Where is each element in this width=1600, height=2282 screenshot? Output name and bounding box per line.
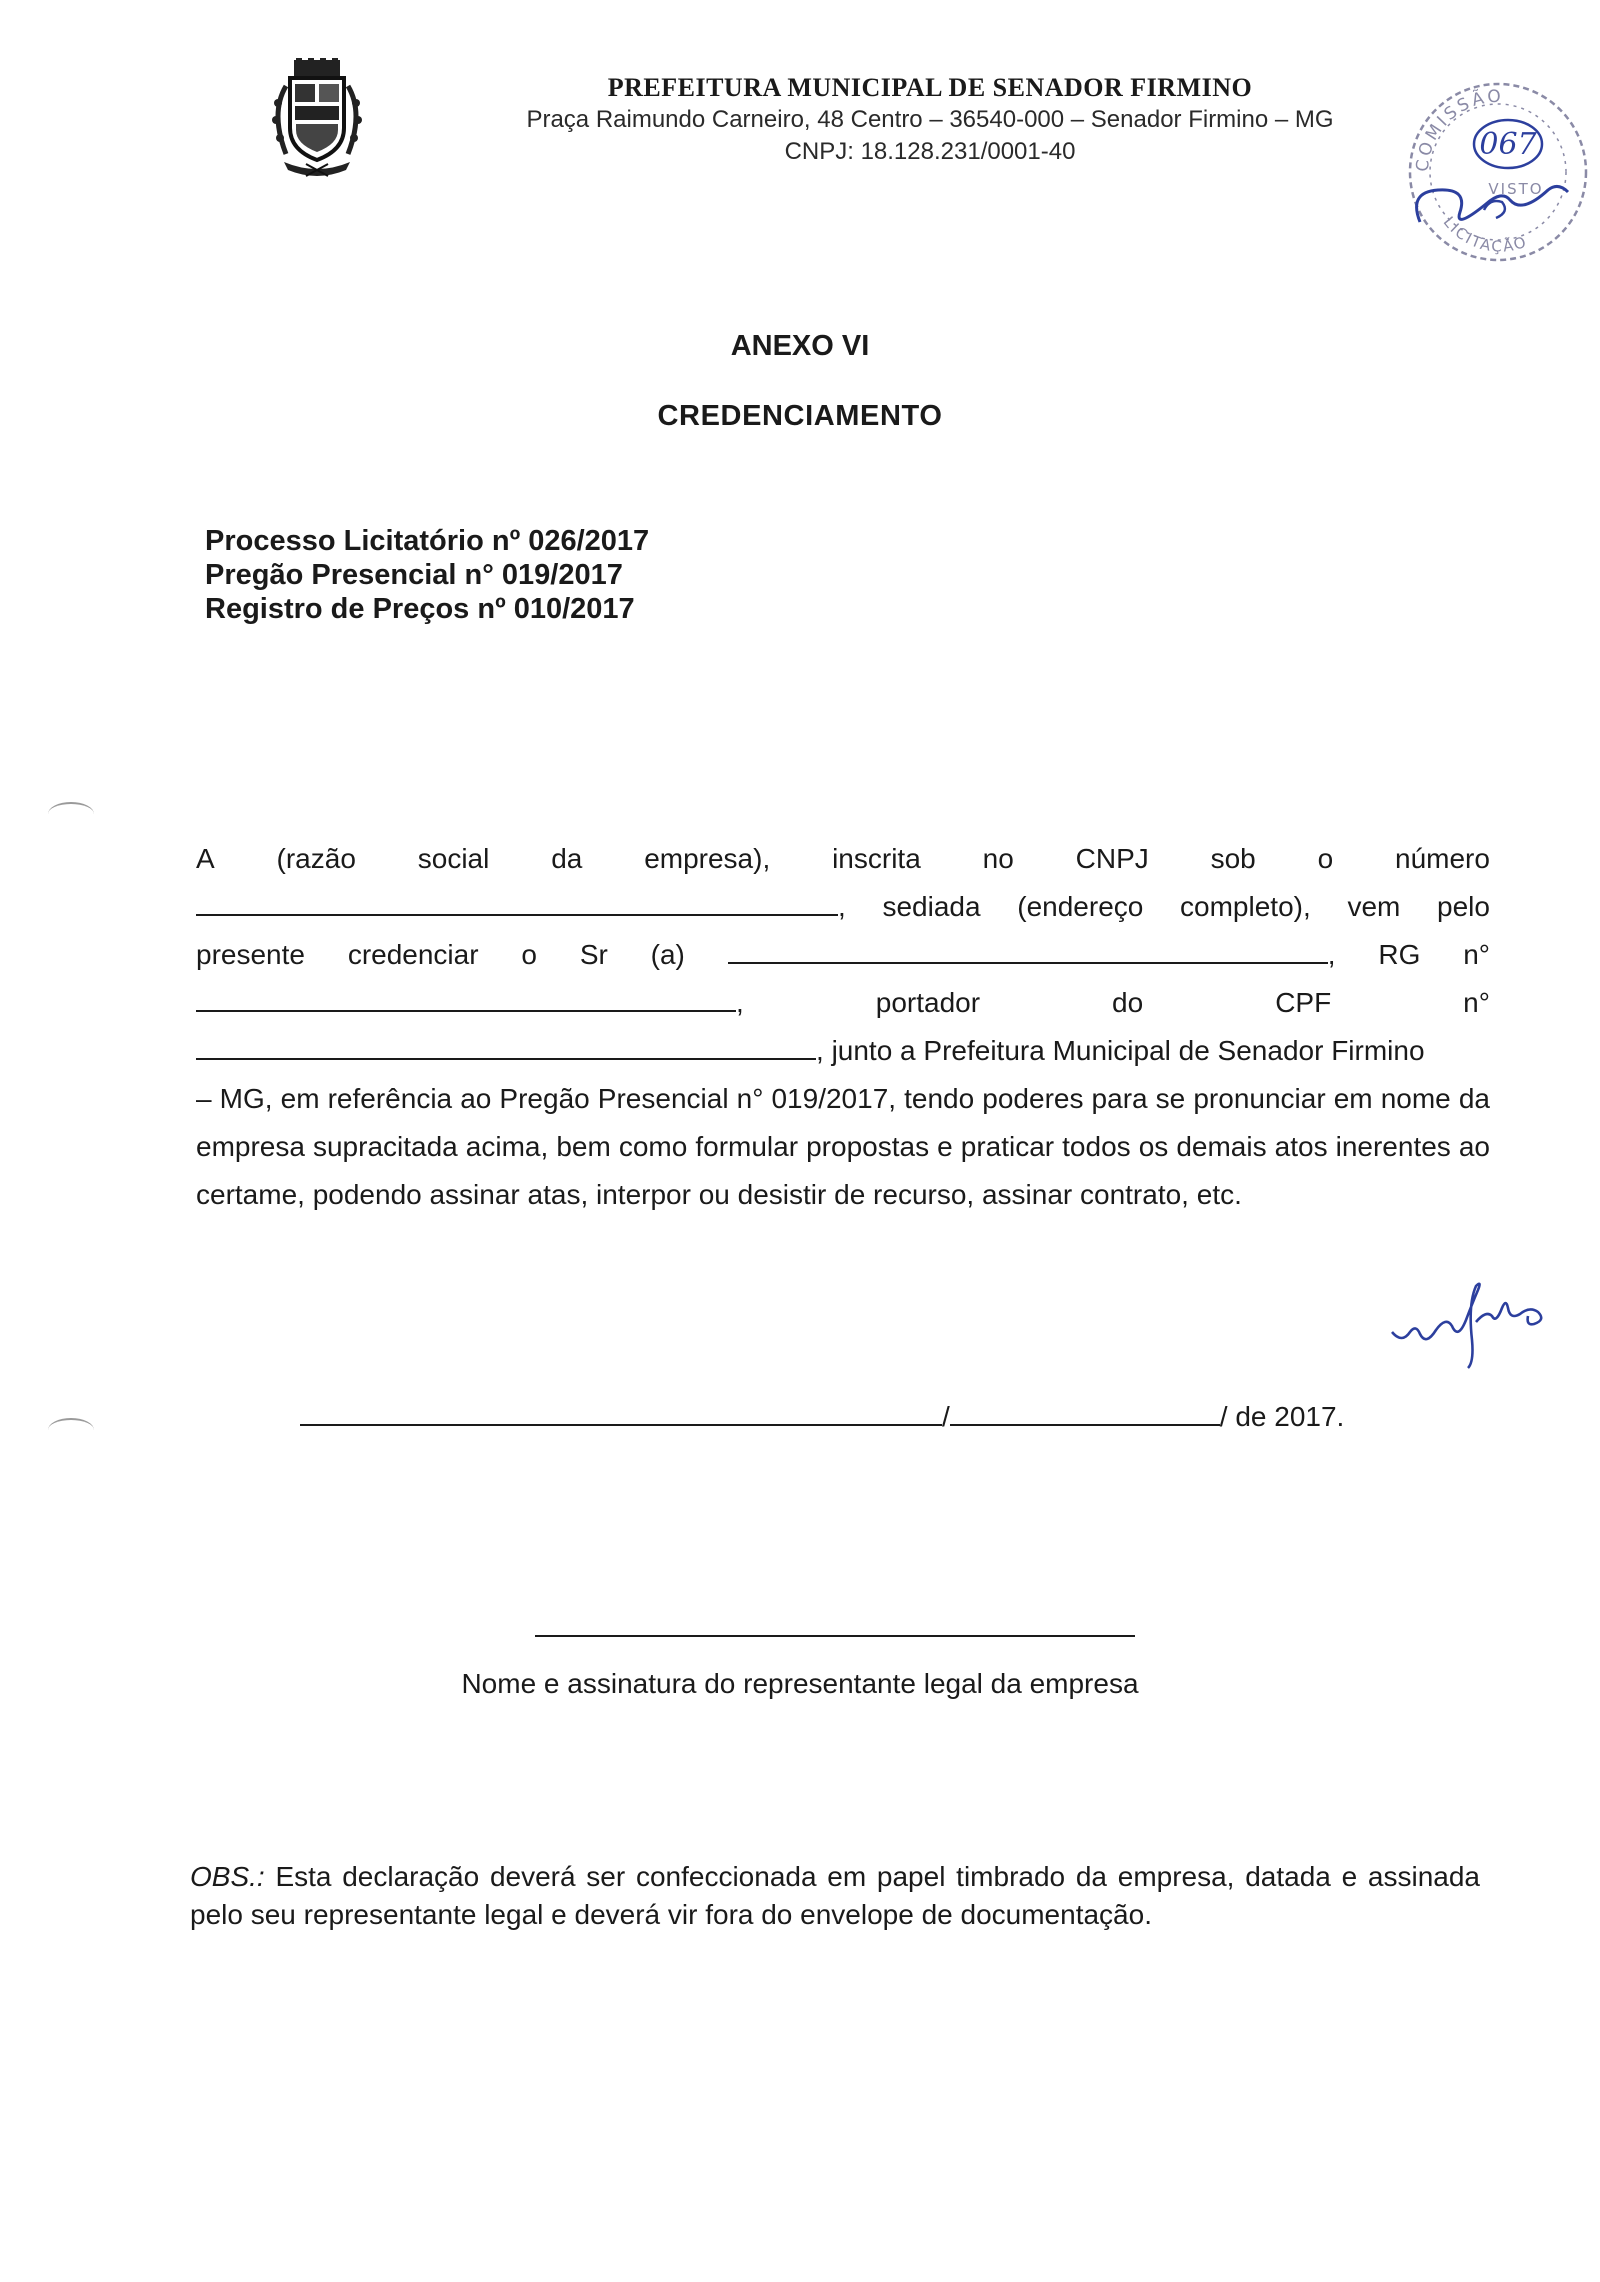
- municipal-coat-of-arms-icon: [262, 58, 372, 178]
- letterhead: [450, 72, 1410, 168]
- reference-process: Processo Licitatório nº 026/2017: [205, 525, 650, 557]
- stamp-mark: VISTO: [1488, 180, 1544, 198]
- obs-text: Esta declaração deverá ser confeccionada em papel timbrado da empresa, datada e assinada pelo seu representante legal e deverá vir fora do envelope de documentação.: [190, 1861, 1480, 1930]
- stamp-bottom-text: LICITAÇÃO: [1439, 213, 1531, 256]
- commission-stamp: [1398, 72, 1598, 272]
- municipality-cnpj: CNPJ: 18.128.231/0001-40: [784, 138, 1076, 165]
- cnpj-blank: [196, 886, 838, 916]
- handwritten-initials: [1388, 1270, 1558, 1370]
- annex-title: ANEXO VI: [730, 330, 870, 362]
- month-blank: [950, 1398, 1220, 1426]
- paragraph-line: , junto a Prefeitura Municipal de Senador Firmino: [196, 1027, 1490, 1075]
- date-line: / / de 2017.: [300, 1398, 1344, 1433]
- paragraph-line: A (razão social da empresa), inscrita no CNPJ sob o número: [196, 843, 1490, 874]
- city-day-blank: [300, 1398, 942, 1426]
- references-block: [205, 524, 649, 626]
- document-heading: CREDENCIAMENTO: [657, 400, 943, 432]
- cpf-blank: [196, 1030, 816, 1060]
- municipality-name: PREFEITURA MUNICIPAL DE SENADOR FIRMINO: [607, 73, 1253, 102]
- credential-paragraph: [196, 835, 1490, 1219]
- signature-caption: Nome e assinatura do representante legal da empresa: [461, 1668, 1139, 1699]
- punch-hole-mark: [48, 802, 94, 826]
- rg-blank: [196, 982, 736, 1012]
- reference-registro: Registro de Preços nº 010/2017: [205, 593, 635, 625]
- paragraph-rest: – MG, em referência ao Pregão Presencial n° 019/2017, tendo poderes para se pronunciar em nome da empresa supracitada acima, bem como formular propostas e praticar todos os demais atos inerentes ao certame, podendo assinar atas, interpor ou desistir de recurso, assinar contrato, etc.: [196, 1083, 1490, 1210]
- representative-name-blank: [728, 934, 1328, 964]
- svg-text:LICITAÇÃO: [1440, 213, 1530, 256]
- stamp-page-number: 067: [1479, 127, 1537, 162]
- paragraph-line: , sediada (endereço completo), vem pelo: [196, 883, 1490, 931]
- paragraph-line: , portador do CPF n°: [196, 979, 1490, 1027]
- municipality-address: Praça Raimundo Carneiro, 48 Centro – 36540-000 – Senador Firmino – MG: [526, 106, 1334, 133]
- observation-note: [190, 1858, 1480, 1934]
- punch-hole-mark: [48, 1418, 94, 1442]
- obs-label: OBS.:: [190, 1861, 265, 1892]
- reference-pregao: Pregão Presencial n° 019/2017: [205, 559, 623, 591]
- paragraph-line: presente credenciar o Sr (a) , RG n°: [196, 931, 1490, 979]
- signature-line: [535, 1635, 1135, 1637]
- stamp-top-text: COMISSÃO: [1412, 86, 1505, 173]
